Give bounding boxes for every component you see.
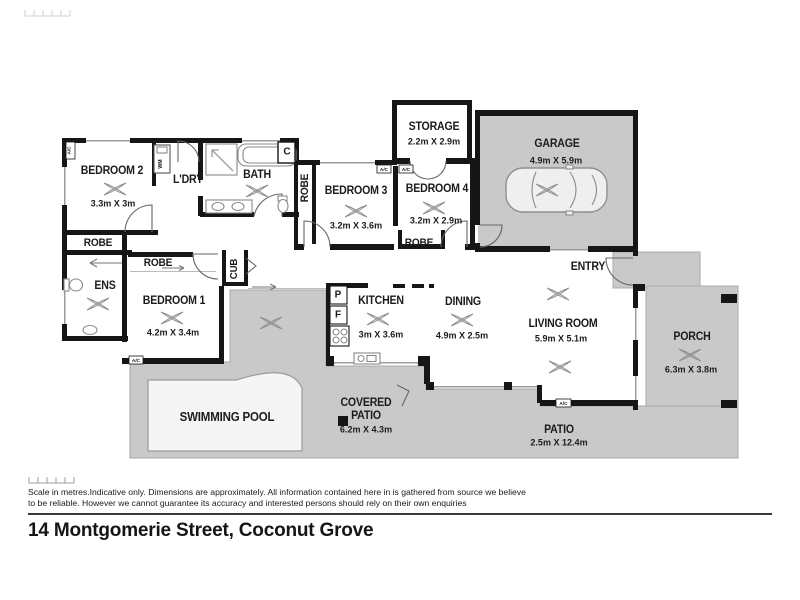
label-entry: ENTRY: [570, 261, 606, 273]
fan-icon: [104, 183, 126, 195]
label-robe-bed1: ROBE: [143, 257, 173, 269]
property-address-title: 14 Montgomerie Street, Coconut Grove: [28, 520, 374, 541]
storage-doors: [410, 161, 446, 179]
dims-storage: 2.2m X 2.9m: [407, 136, 461, 148]
fan-icon: [246, 185, 268, 197]
porch-floor: [646, 286, 738, 408]
ac-label: A/C: [401, 168, 411, 173]
label-garage: GARAGE: [534, 138, 580, 150]
label-robe-bed4: ROBE: [404, 237, 434, 249]
floor-arrow-icon: [252, 284, 276, 290]
label-fridge: F: [334, 309, 342, 321]
dims-bedroom-3: 3.2m X 3.6m: [329, 220, 383, 232]
label-cub: CUB: [228, 258, 240, 280]
fan-icon: [367, 313, 389, 325]
ens-toilet-icon: [64, 279, 69, 291]
label-living-room: LIVING ROOM: [528, 318, 598, 330]
bedroom3-door: [304, 221, 330, 247]
label-bedroom-4: BEDROOM 4: [405, 183, 469, 195]
label-robe-bed2: ROBE: [83, 237, 113, 249]
dims-living-room: 5.9m X 5.1m: [534, 333, 588, 345]
dims-kitchen: 3m X 3.6m: [358, 329, 404, 341]
fan-icon: [161, 312, 183, 324]
entry-porch-connector: [613, 252, 700, 288]
wm-label: WM: [158, 159, 164, 169]
label-ensuite: ENS: [94, 280, 116, 292]
porch-pillar: [633, 284, 645, 291]
dims-patio: 2.5m X 12.4m: [530, 437, 588, 449]
fan-icon: [87, 298, 109, 310]
label-robe-bed3: ROBE: [299, 173, 311, 203]
porch-pillar: [721, 294, 737, 303]
dims-covered-patio: 6.2m X 4.3m: [339, 424, 393, 436]
label-covered-patio: COVERED PATIO: [340, 397, 392, 422]
ac-label: A/C: [131, 359, 141, 364]
ac-label: A/C: [379, 168, 389, 173]
label-porch: PORCH: [673, 331, 711, 343]
label-pantry: P: [334, 289, 342, 301]
fan-icon: [547, 288, 569, 300]
fan-icon: [345, 205, 367, 217]
dims-porch: 6.3m X 3.8m: [664, 364, 718, 376]
label-kitchen: KITCHEN: [358, 295, 404, 307]
dims-garage: 4.9m X 5.9m: [529, 155, 583, 167]
label-patio: PATIO: [544, 424, 574, 436]
scale-ruler-icon: [24, 7, 72, 19]
divider-line: [28, 513, 772, 515]
ens-basin-icon: [83, 326, 97, 335]
laundry-door: [178, 141, 199, 162]
label-bath: BATH: [243, 169, 271, 181]
disclaimer-text: Scale in metres.Indicative only. Dimensions are approximately. All information contained here in is gathered from source we believe to be reliable. However we cannot guarantee its accuracy and interested persons should rely on their own enquiries: [28, 487, 526, 508]
direction-arrows: [90, 259, 276, 290]
fan-icon: [549, 361, 571, 373]
fan-icon: [451, 314, 473, 326]
ac-label: A/C: [67, 146, 73, 155]
label-storage: STORAGE: [408, 121, 460, 133]
porch-pillar: [721, 400, 737, 408]
fan-icon: [423, 202, 445, 214]
label-dining: DINING: [445, 296, 481, 308]
stove-icon: [330, 326, 349, 346]
label-swimming-pool: SWIMMING POOL: [179, 410, 275, 424]
hall-arrow-icon: [90, 259, 122, 267]
label-laundry: L'DRY: [172, 174, 204, 186]
label-cupboard: C: [283, 146, 291, 158]
bedroom1-door: [193, 254, 218, 279]
label-bedroom-3: BEDROOM 3: [324, 185, 388, 197]
car-icon: [506, 165, 607, 215]
label-bedroom-1: BEDROOM 1: [142, 295, 206, 307]
dims-bedroom-4: 3.2m X 2.9m: [409, 215, 463, 227]
dims-bedroom-1: 4.2m X 3.4m: [146, 327, 200, 339]
ac-label: A/C: [559, 402, 568, 407]
bath-vanity-icon: [206, 200, 252, 213]
dims-bedroom-2: 3.3m X 3m: [90, 198, 136, 210]
dims-dining: 4.9m X 2.5m: [435, 330, 489, 342]
scale-ruler-icon: [28, 474, 76, 486]
label-bedroom-2: BEDROOM 2: [80, 165, 144, 177]
